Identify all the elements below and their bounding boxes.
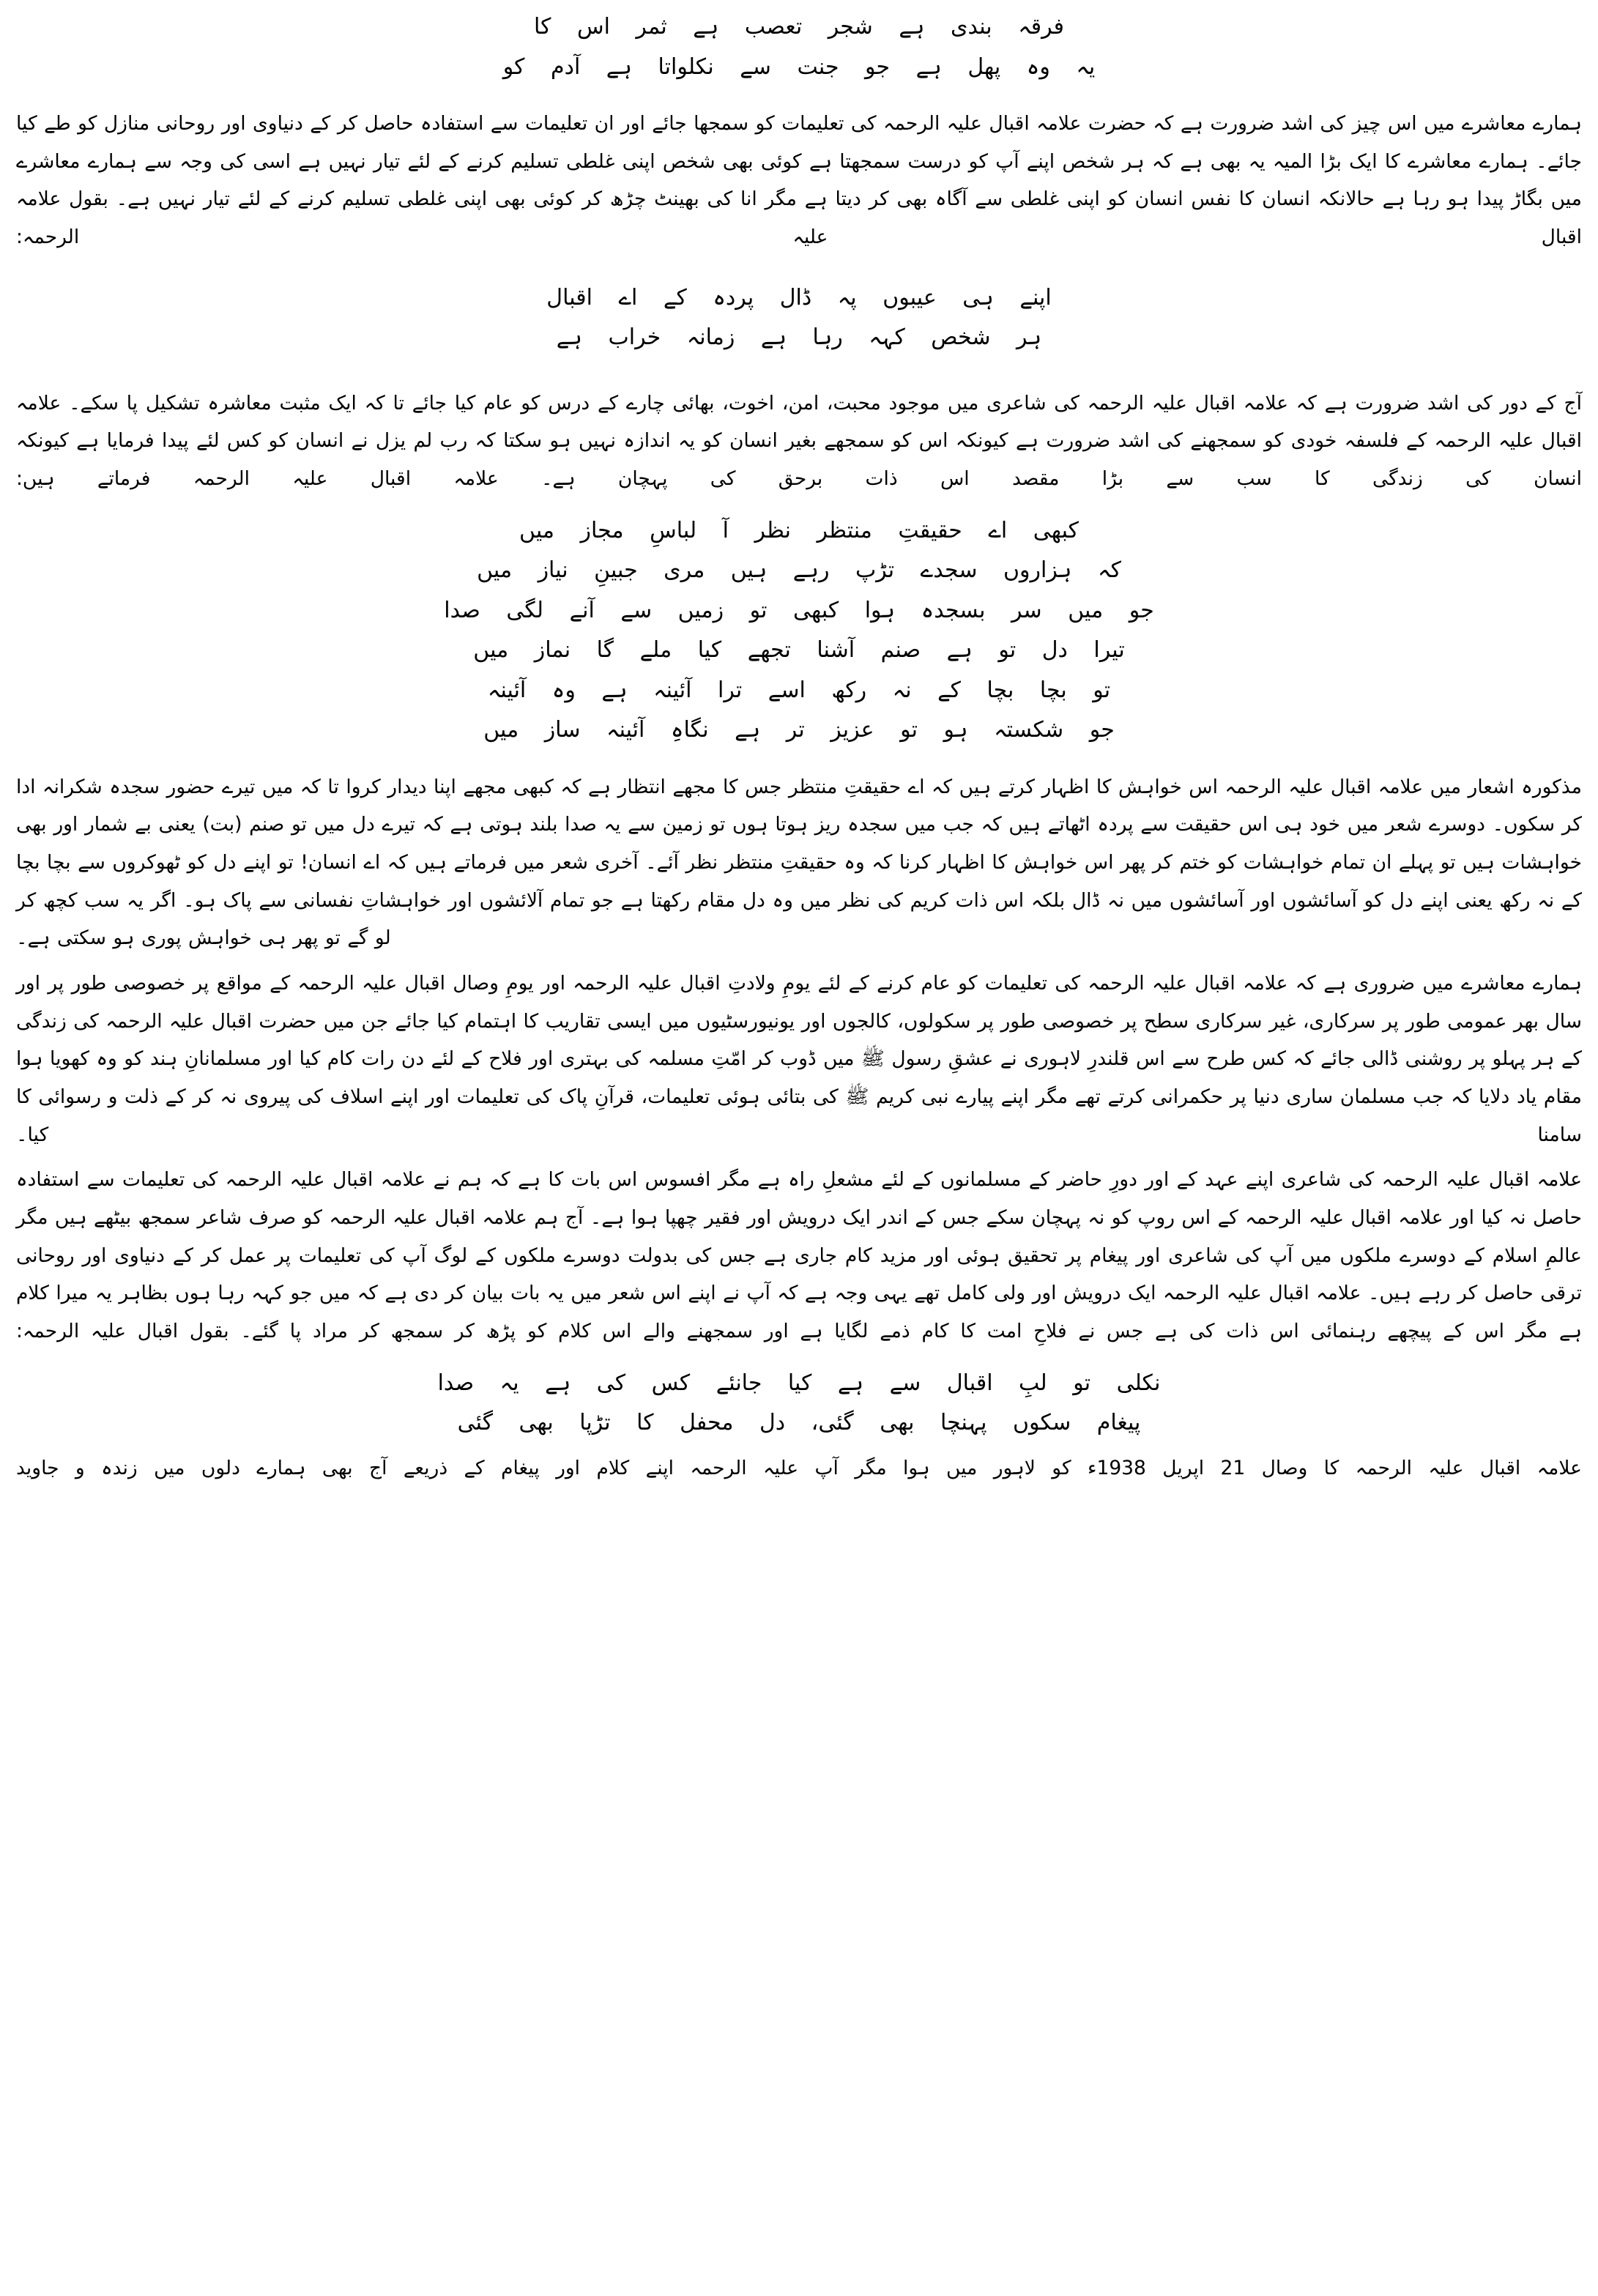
verse-line: جو شکستہ ہو تو عزیز تر ہے نگاہِ آئینہ ساز میں xyxy=(483,717,1115,743)
verse-line: کہ ہزاروں سجدے تڑپ رہے ہیں مری جبینِ نیاز میں xyxy=(477,557,1121,584)
body-paragraph: ہمارے معاشرے میں ضروری ہے کہ علامہ اقبال علیہ الرحمہ کی تعلیمات کو عام کرنے کے لئے یومِ ولادتِ اقبال علیہ الرحمہ اور یومِ وصال اقبال علیہ الرحمہ کے مواقع پر خصوصی طور پر اور سال بھر عمومی طور پر سرکاری، غیر سرکاری سطح پر خصوصی طور پر سکولوں، کالجوں اور یونیورسٹیوں میں ایسی تقاریب کا اہتمام کیا جائے جن میں حضرت اقبال علیہ الرحمہ کی زندگی کے ہر پہلو پر روشنی ڈالی جائے کہ کس طرح سے اس قلندرِ لاہوری نے عشقِ رسول ﷺ میں ڈوب کر امّتِ مسلمہ کی بہتری اور فلاح کے لئے دن رات کام کیا اور مسلمانانِ ہند کو وہ کھویا ہوا مقام یاد دلایا کہ جب مسلمان ساری دنیا پر حکمرانی کرتے تھے مگر اپنے پیارے نبی کریم ﷺ کی بتائی ہوئی تعلیمات، قرآنِ پاک کی تعلیمات اور اپنے اسلاف کی پیروی نہ کر کے ذلت و رسوائی کا سامنا کیا۔ xyxy=(16,972,1582,1146)
body-paragraph: آج کے دور کی اشد ضرورت ہے کہ علامہ اقبال علیہ الرحمہ کی شاعری میں موجود محبت، امن، اخوت، بھائی چارے کے درس کو عام کیا جائے تا کہ ایک مثبت معاشرہ تشکیل پا سکے۔ علامہ اقبال علیہ الرحمہ کے فلسفہ خودی کو سمجھنے کی اشد ضرورت ہے کیونکہ اس کو سمجھے بغیر انسان کو یہ اندازہ نہیں ہو سکتا کہ رب لم یزل نے انسان کو کس لئے پیدا فرمایا ہے کیونکہ انسان کی زندگی کا سب سے بڑا مقصد اس ذات برحق کی پہچان ہے۔ علامہ اقبال علیہ الرحمہ فرماتے ہیں: xyxy=(16,391,1582,491)
verse-line: کبھی اے حقیقتِ منتظر نظر آ لباسِ مجاز میں xyxy=(519,517,1079,543)
truncated-paragraph-row xyxy=(16,1449,1582,1479)
ghazal-block xyxy=(16,511,1582,751)
verse-line: تیرا دل تو ہے صنم آشنا تجھے کیا ملے گا نماز میں xyxy=(473,637,1125,664)
body-paragraph: ہمارے معاشرے میں اس چیز کی اشد ضرورت ہے کہ حضرت علامہ اقبال علیہ الرحمہ کی تعلیمات کو سمجھا جائے اور ان تعلیمات سے استفادہ حاصل کر کے دنیاوی اور روحانی منازل کو طے کیا جائے۔ ہمارے معاشرے کا ایک بڑا المیہ یہ بھی ہے کہ ہر شخص اپنے آپ کو درست سمجھتا ہے کوئی بھی شخص اپنی غلطی تسلیم کرنے کے لئے تیار نہیں ہے اسی کی وجہ سے ہمارے معاشرے میں بگاڑ پیدا ہو رہا ہے حالانکہ انسان کا نفس انسان کو اپنی غلطی سے آگاہ بھی کر دیتا ہے مگر انا کی بھینٹ چڑھ کر کوئی بھی اپنی غلطی تسلیم کرنے کے لئے تیار نہیں ہے۔ بقول علامہ اقبال علیہ الرحمہ: xyxy=(16,112,1582,249)
verse-line: اپنے ہی عیبوں پہ ڈال پردہ کے اے اقبال xyxy=(546,284,1052,311)
couplet-block-1 xyxy=(16,7,1582,87)
couplet-block-3 xyxy=(16,1364,1582,1444)
body-paragraph: علامہ اقبال علیہ الرحمہ کی شاعری اپنے عہد کے اور دورِ حاضر کے مسلمانوں کے لئے مشعلِ راہ ہے مگر افسوس اس بات کا ہے کہ ہم نے علامہ اقبال علیہ الرحمہ کی تعلیمات سے استفادہ حاصل نہ کیا اور علامہ اقبال علیہ الرحمہ کے اس روپ کو نہ پہچان سکے جس کے اندر ایک درویش اور فقیر چھپا ہوا ہے۔ آج ہم علامہ اقبال علیہ الرحمہ کو صرف شاعر سمجھ بیٹھے ہیں مگر عالمِ اسلام کے دوسرے ملکوں میں آپ کی شاعری اور پیغام پر تحقیق ہوئی اور مزید کام جاری ہے جس کی بدولت دوسرے ملکوں کے لوگ آپ کی تعلیمات پر عمل کر کے دنیاوی اور روحانی ترقی حاصل کر رہے ہیں۔ علامہ اقبال علیہ الرحمہ ایک درویش اور ولی کامل تھے یہی وجہ ہے کہ آپ نے اپنے اس شعر میں یہ بات بیان کر دی ہے کہ میں جو کہہ رہا ہوں بظاہر یہ میرا کلام ہے مگر اس کے پیچھے رہنمائی اس ذات کی ہے جس نے فلاحِ امت کا کام ذمے لگایا ہے اور سمجھنے والے اس کلام کو پڑھ کر سمجھ کر مراد پا گئے۔ بقول اقبال علیہ الرحمہ: xyxy=(16,1168,1582,1343)
verse-line: فرقہ بندی ہے شجر تعصب ہے ثمر اس کا xyxy=(533,14,1065,40)
spacer xyxy=(16,751,1582,761)
body-paragraph: علامہ اقبال علیہ الرحمہ کا وصال 21 اپریل 1938ء کو لاہور میں ہوا مگر آپ علیہ الرحمہ اپنے کلام اور پیغام کے ذریعے آج بھی ہمارے دلوں میں زندہ و جاوید xyxy=(16,1456,1582,1479)
couplet-block-2 xyxy=(16,278,1582,358)
spacer xyxy=(16,259,1582,278)
verse-line: یہ وہ پھل ہے جو جنت سے نکلواتا ہے آدم کو xyxy=(502,53,1096,80)
verse-line: تو بچا بچا کے نہ رکھ اسے ترا آئینہ ہے وہ آئینہ xyxy=(487,677,1111,703)
verse-line: ہر شخص کہہ رہا ہے زمانہ خراب ہے xyxy=(556,324,1042,351)
verse-line: پیغام سکوں پہنچا بھی گئی، دل محفل کا تڑپا بھی گئی xyxy=(457,1410,1141,1436)
body-paragraph: مذکورہ اشعار میں علامہ اقبال علیہ الرحمہ اس خواہش کا اظہار کرتے ہیں کہ اے حقیقتِ منتظر جس کا مجھے انتظار ہے کہ کبھی مجھے اپنا دیدار کروا تا کہ میں تیرے حضور سجدہ شکرانہ ادا کر سکوں۔ دوسرے شعر میں خود ہی اس حقیقت سے پردہ اٹھاتے ہیں کہ جب میں سجدہ ریز ہوتا ہوں تو زمین سے یہ صدا بلند ہوتی ہے کہ تیرے دل میں تو صنم (بت) یعنی بے شمار اور بھی خواہشات ہیں تو پہلے ان تمام خواہشات کو ختم کر پھر اس خواہش کا اظہار کرنا کہ وہ حقیقتِ منتظر نظر آئے۔ آخری شعر میں فرماتے ہیں کہ اے انسان! تو اپنے دل کو ٹھوکروں سے بچا بچا کے نہ رکھ یعنی اپنے دل کو آسائشوں اور آسائشوں میں نہ ڈال بلکہ اس ذات کریم کی نظر میں وہ دل مقام رکھتا ہے جو تمام آلائشوں اور خواہشاتِ نفسانی سے پاک ہو۔ اگر یہ سب کچھ کر لو گے تو پھر ہی خواہش پوری ہو سکتی ہے۔ xyxy=(16,775,1582,950)
spacer xyxy=(16,87,1582,97)
spacer xyxy=(16,358,1582,377)
verse-line: جو میں سر بسجدہ ہوا کبھی تو زمیں سے آنے لگی صدا xyxy=(444,597,1154,623)
verse-line: نکلی تو لبِ اقبال سے ہے کیا جانئے کس کی ہے یہ صدا xyxy=(437,1370,1161,1396)
spacer xyxy=(16,1353,1582,1364)
spacer xyxy=(16,501,1582,511)
